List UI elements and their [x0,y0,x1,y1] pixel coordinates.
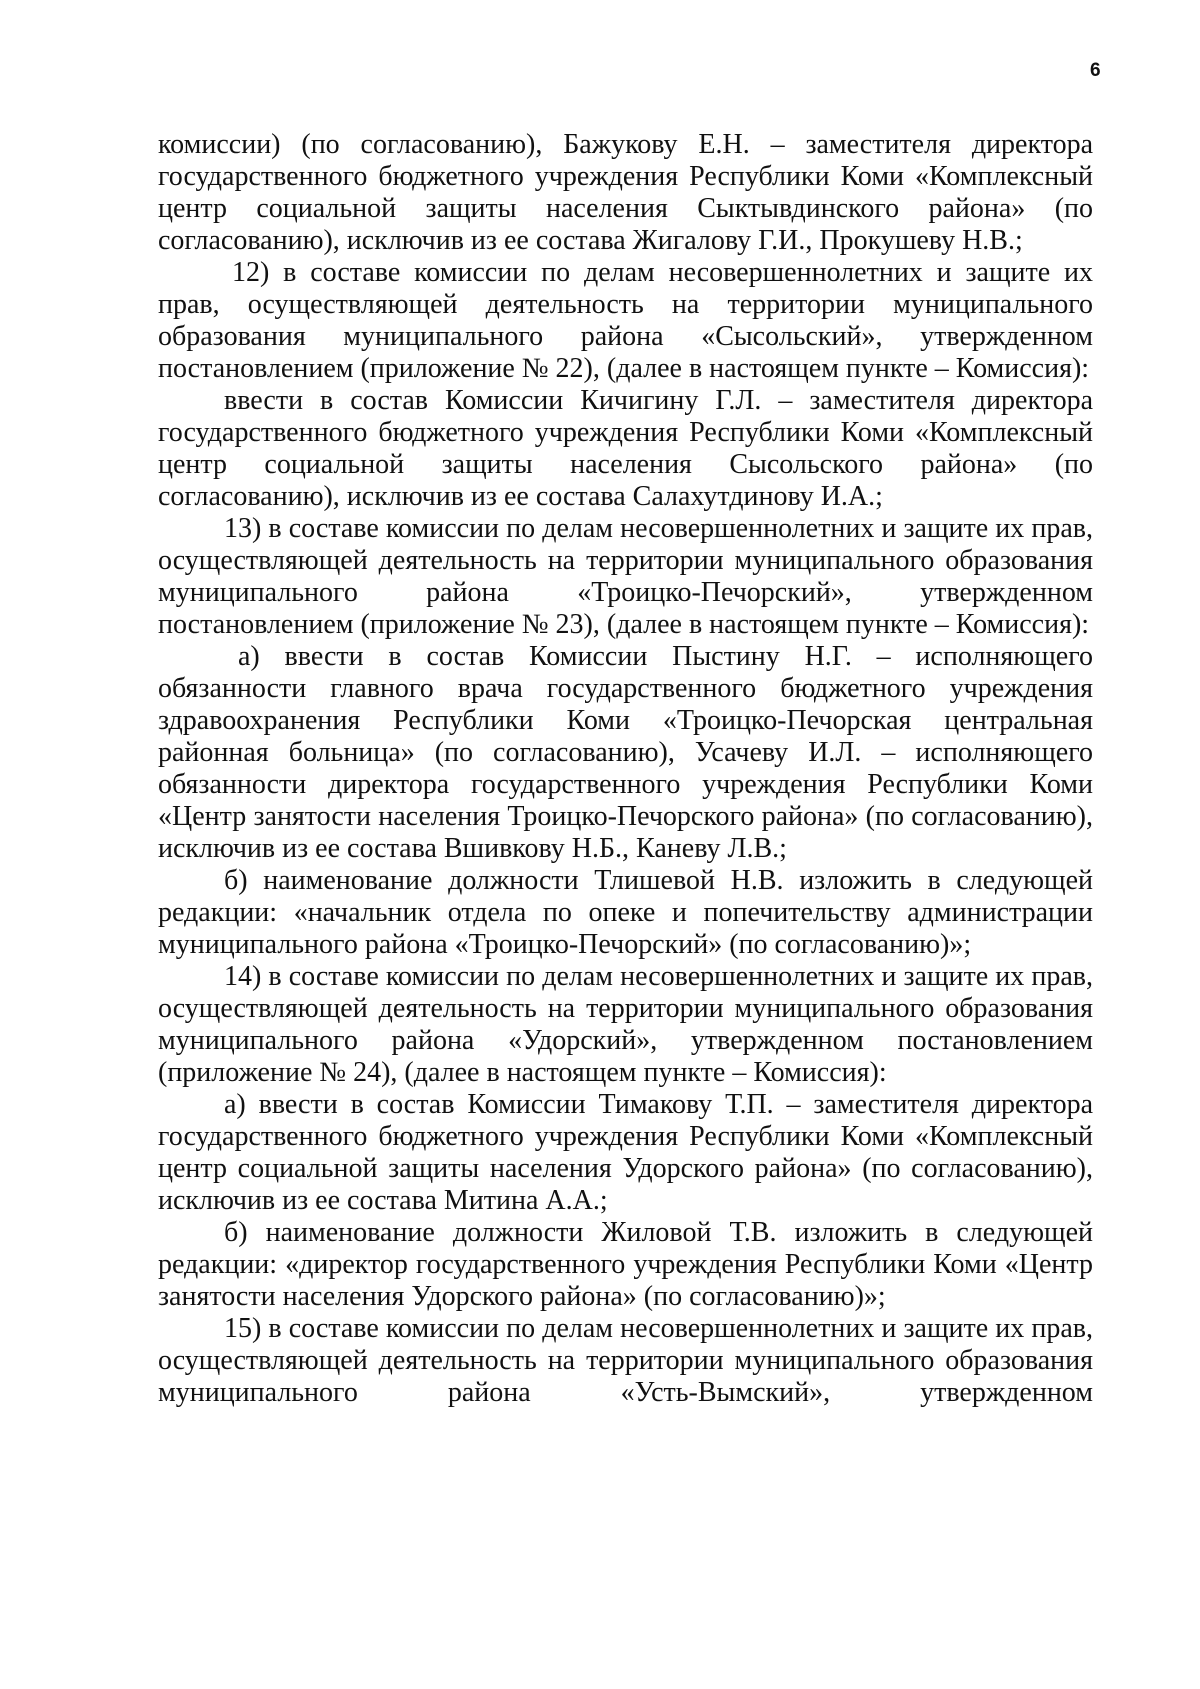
paragraph-item-13-b: б) наименование должности Тлишевой Н.В. изложить в следующей редакции: «начальник отдела по опеке и попечительству администрации муниципального района «Троицко-Печорский» (по согласованию)»; [158,865,1093,960]
paragraph-continuation-sыktyvdinsky: комиссии) (по согласованию), Бажукову Е.Н. – заместителя директора государственного бюджетного учреждения Республики Коми «Комплексный центр социальной защиты населения Сыктывдинского района» (по согласованию), исключив из ее состава Жигалову Г.И., Прокушеву Н.В.; [158,129,1093,256]
paragraph-item-12-introduce: ввести в состав Комиссии Кичигину Г.Л. – заместителя директора государственного бюджетного учреждения Республики Коми «Комплексный центр социальной защиты населения Сысольского района» (по согласованию), исключив из ее состава Салахутдинову И.А.; [158,385,1093,512]
paragraph-item-13: 13) в составе комиссии по делам несовершеннолетних и защите их прав, осуществляющей деятельность на территории муниципального образования муниципального района «Троицко-Печорский», утвержденном постановлением (приложение № 23), (далее в настоящем пункте – Комиссия): [158,513,1093,640]
paragraph-item-14: 14) в составе комиссии по делам несовершеннолетних и защите их прав, осуществляющей деятельность на территории муниципального образования муниципального района «Удорский», утвержденном постановлением (приложение № 24), (далее в настоящем пункте – Комиссия): [158,961,1093,1088]
paragraph-item-14-b: б) наименование должности Жиловой Т.В. изложить в следующей редакции: «директор государственного учреждения Республики Коми «Центр занятости населения Удорского района» (по согласованию)»; [158,1217,1093,1312]
paragraph-item-13-a: а) ввести в состав Комиссии Пыстину Н.Г. – исполняющего обязанности главного врача государственного бюджетного учреждения здравоохранения Республики Коми «Троицко-Печорская центральная районная больница» (по согласованию), Усачеву И.Л. – исполняющего обязанности директора государственного учреждения Республики Коми «Центр занятости населения Троицко-Печорского района» (по согласованию), исключив из ее состава Вшивкову Н.Б., Каневу Л.В.; [158,641,1093,864]
paragraph-item-15: 15) в составе комиссии по делам несовершеннолетних и защите их прав, осуществляющей деятельность на территории муниципального образования муниципального района «Усть-Вымский», утвержденном [158,1313,1093,1408]
paragraph-item-12: 12) в составе комиссии по делам несовершеннолетних и защите их прав, осуществляющей деятельность на территории муниципального образования муниципального района «Сысольский», утвержденном постановлением (приложение № 22), (далее в настоящем пункте – Комиссия): [158,257,1093,384]
document-body [158,129,1093,1409]
page-number: 6 [1090,60,1101,81]
paragraph-item-14-a: а) ввести в состав Комиссии Тимакову Т.П. – заместителя директора государственного бюджетного учреждения Республики Коми «Комплексный центр социальной защиты населения Удорского района» (по согласованию), исключив из ее состава Митина А.А.; [158,1089,1093,1216]
